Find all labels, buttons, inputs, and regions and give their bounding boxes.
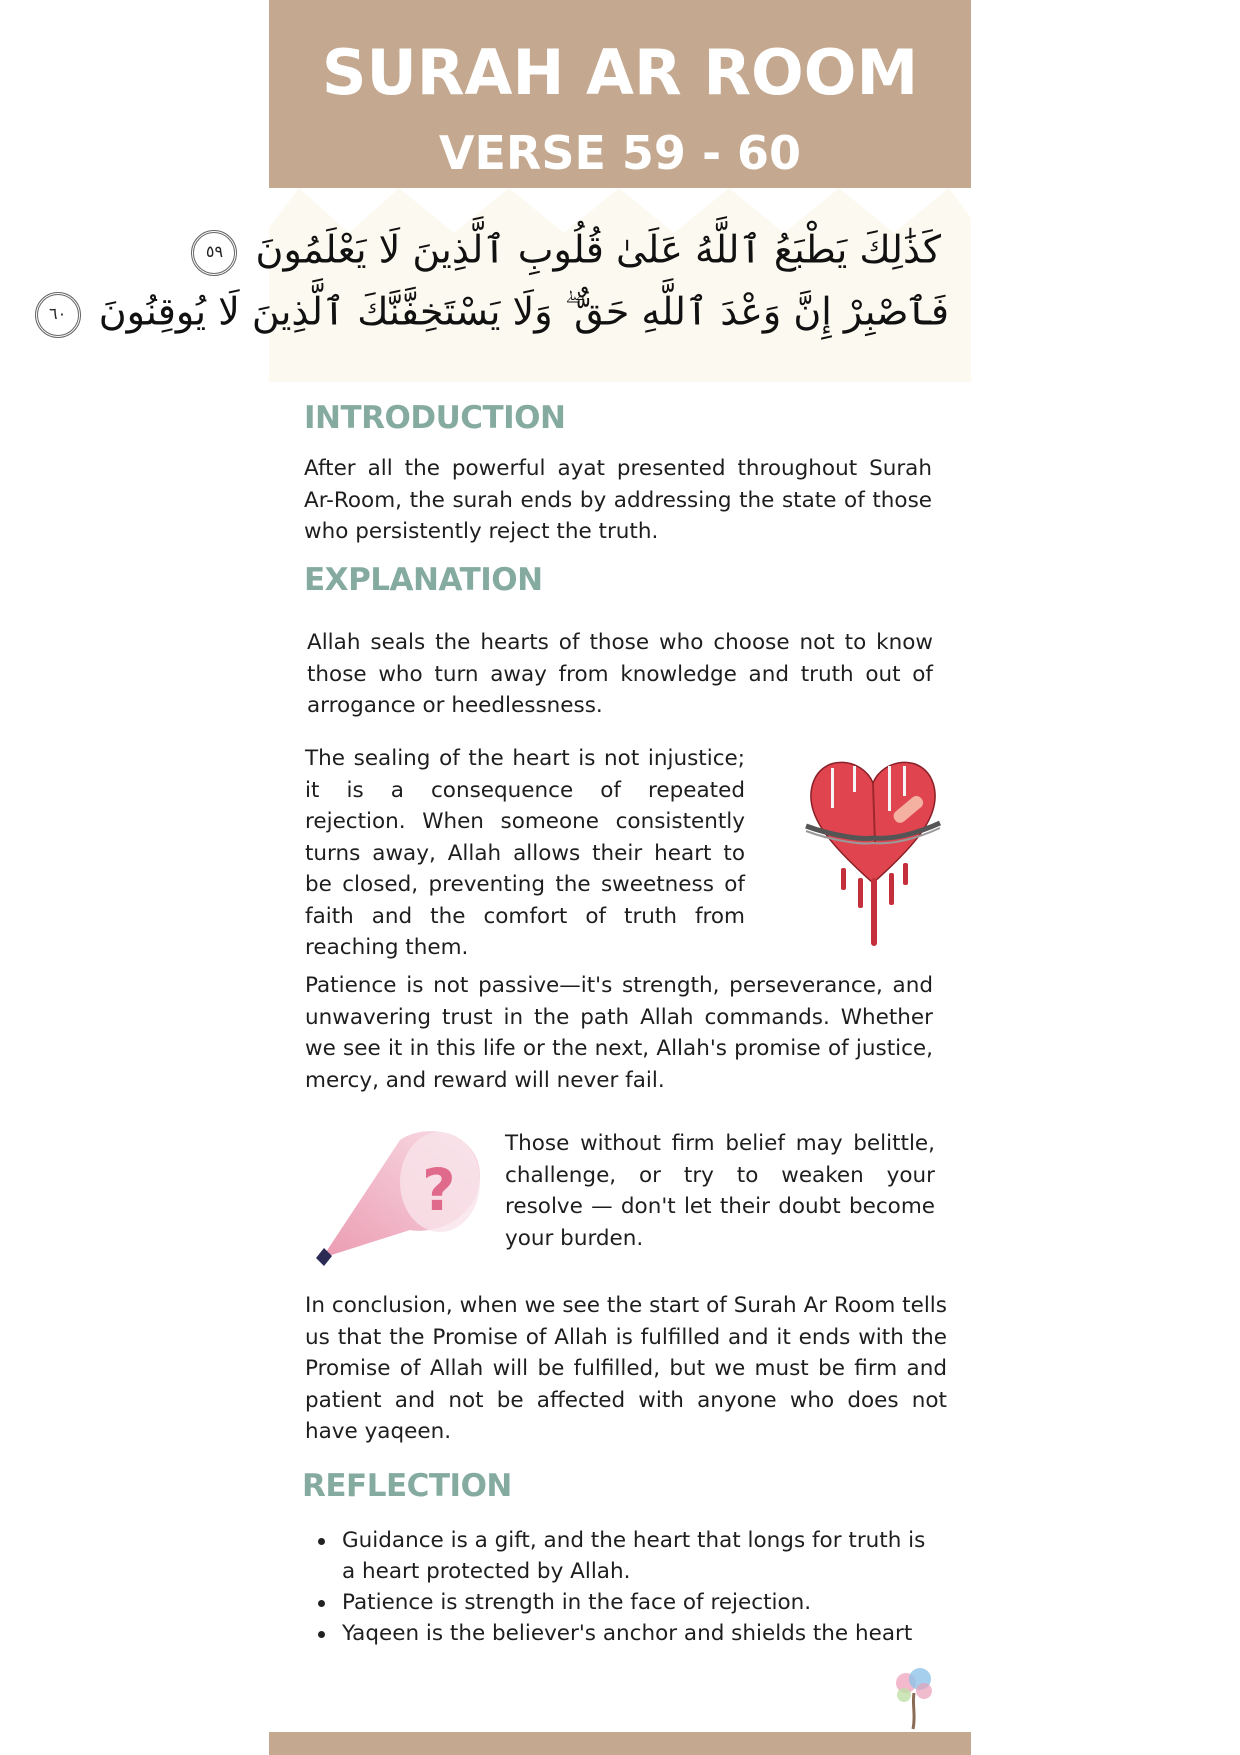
introduction-text: After all the powerful ayat presented throughout Surah Ar-Room, the surah ends by addressing the state of those who persistently reject the truth. — [304, 456, 932, 544]
svg-text:?: ? — [422, 1156, 456, 1224]
reflection-item — [304, 1587, 934, 1618]
arabic-verses-band — [49, 188, 971, 382]
page-title: SURAH AR ROOM — [321, 36, 919, 109]
conclusion-paragraph: In conclusion, when we see the start of Surah Ar Room tells us that the Promise of Allah is fulfilled and it ends with the Promise of Allah will be fulfilled, but we must be firm and patient and not be affected with anyone who does not have yaqeen. — [305, 1293, 947, 1444]
bullet-icon — [318, 1600, 325, 1607]
reflection-item-text: Patience is strength in the face of rejection. — [342, 1590, 812, 1615]
explanation-paragraph-3: Patience is not passive—it's strength, perseverance, and unwavering trust in the path Allah commands. Whether we see it in this life or the next, Allah's promise of justice, mercy, and reward will never fail. — [305, 973, 933, 1093]
reflection-item-text: Yaqeen is the believer's anchor and shields the heart — [342, 1621, 913, 1646]
infographic-page — [49, 0, 971, 1755]
reflection-item — [304, 1618, 934, 1649]
reflection-item-text: Guidance is a gift, and the heart that longs for truth is a heart protected by Allah. — [342, 1528, 926, 1584]
bullet-icon — [318, 1631, 325, 1638]
reflection-item — [304, 1525, 934, 1587]
megaphone-question-illustration — [310, 1120, 485, 1270]
reflection-heading: REFLECTION — [302, 1468, 512, 1504]
bullet-icon — [318, 1538, 325, 1545]
explanation-paragraph-1: Allah seals the hearts of those who choose not to know those who turn away from knowledge and truth out of arrogance or heedlessness. — [307, 630, 933, 718]
introduction-heading: INTRODUCTION — [304, 400, 566, 436]
ayah-number-59-icon: ٥٩ — [191, 230, 237, 276]
arabic-verse-60 — [29, 289, 949, 338]
verse-60-text: فَٱصْبِرْ إِنَّ وَعْدَ ٱللَّهِ حَقٌّ ۖ وَلَا يَسْتَخِفَّنَّكَ ٱلَّذِينَ لَا يُوقِنُونَ — [98, 289, 949, 334]
reflection-list — [304, 1525, 934, 1649]
explanation-paragraph-4: Those without firm belief may belittle, challenge, or try to weaken your resolve — don't let their doubt become your burden. — [505, 1131, 935, 1251]
explanation-paragraph-2: The sealing of the heart is not injustice; it is a consequence of repeated rejection. When someone consistently turns away, Allah allows their heart to be closed, preventing the sweetness of faith and the comfort of truth from reaching them. — [305, 746, 745, 960]
verse-59-text: كَذَٰلِكَ يَطْبَعُ ٱللَّهُ عَلَىٰ قُلُوبِ ٱلَّذِينَ لَا يَعْلَمُونَ — [255, 227, 941, 272]
ayah-number-60-icon: ٦٠ — [35, 292, 81, 338]
explanation-heading: EXPLANATION — [304, 562, 543, 598]
bleeding-heart-illustration — [803, 748, 943, 948]
tree-logo — [884, 1665, 944, 1735]
title-banner — [269, 0, 971, 188]
arabic-verse-59 — [185, 227, 941, 276]
verse-range: VERSE 59 - 60 — [438, 126, 802, 180]
footer-bar — [269, 1732, 971, 1755]
